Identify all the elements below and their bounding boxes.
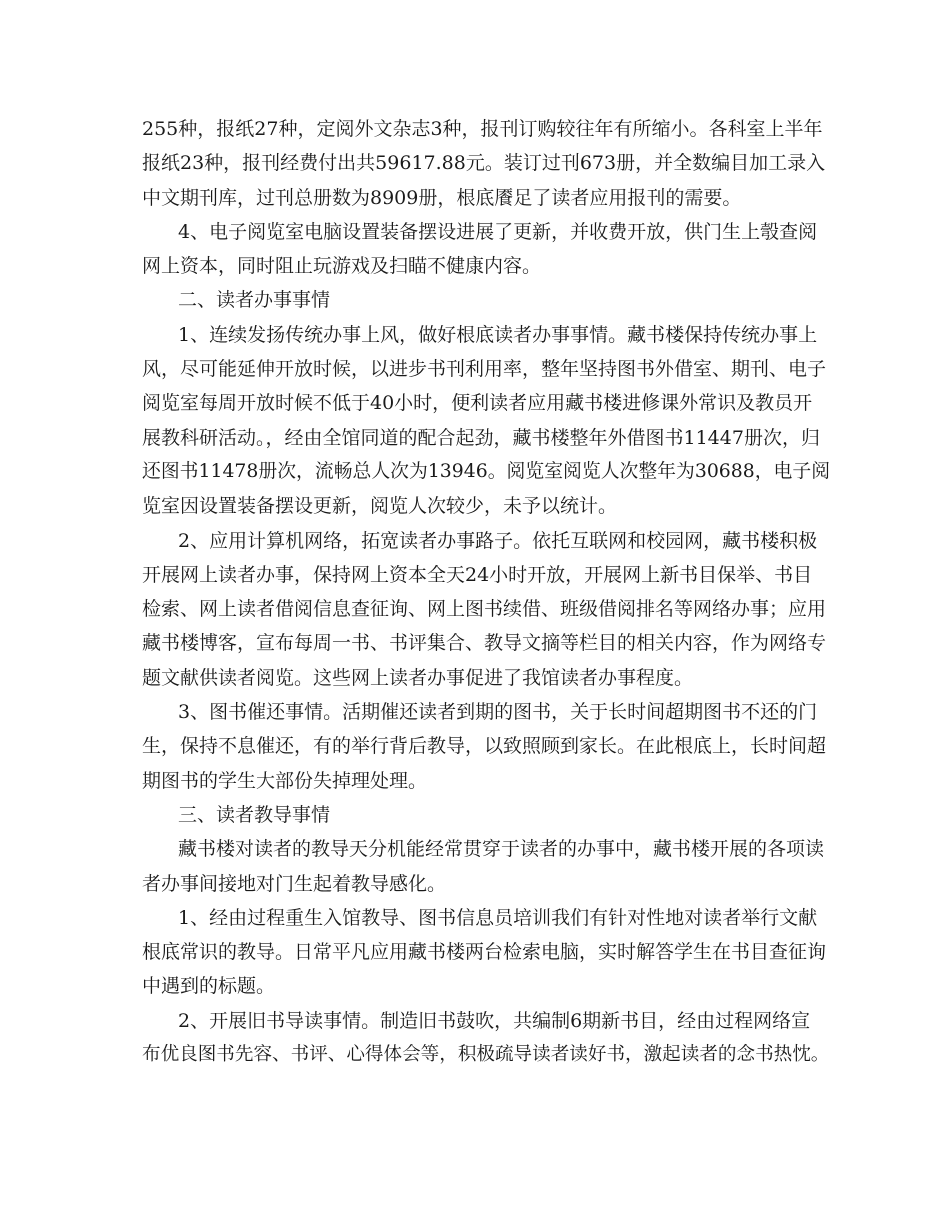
text-line: 网上资本，同时阻止玩游戏及扫瞄不健康内容。: [142, 255, 542, 278]
text-line: 中文期刊库，过刊总册数为8909册，根底餍足了读者应用报刊的需要。: [142, 186, 742, 209]
text-line: 3、图书催还事情。活期催还读者到期的图书，关于长时间超期图书不还的门: [178, 701, 818, 724]
text-line: 2、开展旧书导读事情。制造旧书鼓吹，共编制6期新书目，经由过程网络宣: [178, 1009, 811, 1032]
text-line: 期图书的学生大部份失掉理处理。: [142, 769, 428, 792]
text-line: 藏书楼对读者的教导天分机能经常贯穿于读者的办事中，藏书楼开展的各项读: [178, 838, 825, 861]
text-line: 检索、网上读者借阅信息查征询、网上图书续借、班级借阅排名等网络办事；应用: [142, 598, 827, 621]
text-line: 阅览室每周开放时候不低于40小时，便利读者应用藏书楼进修课外常识及教员开: [142, 392, 813, 415]
text-line: 根底常识的教导。日常平凡应用藏书楼两台检索电脑，实时解答学生在书目查征询: [142, 941, 827, 964]
text-line: 报纸23种，报刊经费付出共59617.88元。装订过刊673册，并全数编目加工录入: [142, 152, 826, 175]
text-line: 风，尽可能延伸开放时候，以进步书刊利用率，整年坚持图书外借室、期刊、电子: [142, 358, 827, 381]
text-line: 展教科研活动。，经由全馆同道的配合起劲，藏书楼整年外借图书11447册次，归: [142, 426, 820, 449]
text-line: 二、读者办事事情: [178, 289, 331, 312]
text-line: 1、连续发扬传统办事上风，做好根底读者办事事情。藏书楼保持传统办事上: [178, 323, 818, 346]
text-line: 中遇到的标题。: [142, 975, 276, 998]
text-line: 布优良图书先容、书评、心得体会等，积极疏导读者读好书，激起读者的念书热忱。: [142, 1044, 830, 1066]
text-line: 题文献供读者阅览。这些网上读者办事促进了我馆读者办事程度。: [142, 666, 694, 689]
text-line: 4、电子阅览室电脑设置装备摆设进展了更新，并收费开放，供门生上彀查阅: [178, 220, 818, 243]
text-line: 生，保持不息催还，有的举行背后教导，以致照顾到家长。在此根底上，长时间超: [142, 735, 827, 758]
document-body: [142, 112, 830, 1072]
text-line: 者办事间接地对门生起着教导感化。: [142, 872, 447, 895]
text-line: 2、应用计算机网络，拓宽读者办事路子。依托互联网和校园网，藏书楼积极: [178, 529, 818, 552]
text-line: 藏书楼博客，宣布每周一书、书评集合、教导文摘等栏目的相关内容，作为网络专: [142, 632, 827, 655]
text-line: 255种，报纸27种，定阅外文杂志3种，报刊订购较往年有所缩小。各科室上半年: [142, 118, 823, 140]
text-line: 1、经由过程重生入馆教导、图书信息员培训我们有针对性地对读者举行文献: [178, 906, 818, 929]
text-line: 还图书11478册次，流畅总人次为13946。阅览室阅览人次整年为30688，电子阅: [142, 460, 831, 482]
text-line: 三、读者教导事情: [178, 803, 331, 826]
text-line: 开展网上读者办事，保持网上资本全天24小时开放，开展网上新书目保举、书目: [142, 563, 813, 586]
text-line: 览室因设置装备摆设更新，阅览人次较少，未予以统计。: [142, 495, 618, 518]
